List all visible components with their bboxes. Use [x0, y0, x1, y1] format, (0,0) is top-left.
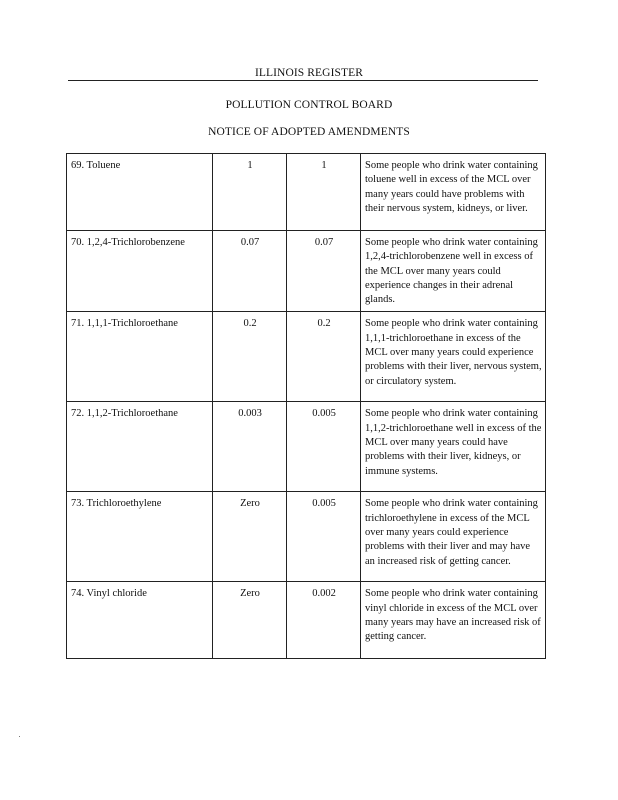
mclg-cell: Zero: [213, 492, 287, 582]
scan-speck: [19, 736, 20, 737]
contaminant-cell: 74. Vinyl chloride: [67, 582, 213, 659]
table-row: [67, 231, 546, 312]
table-row: [67, 154, 546, 231]
mclg-cell: Zero: [213, 582, 287, 659]
mclg-cell: 0.07: [213, 231, 287, 312]
table-row: [67, 312, 546, 402]
mcl-cell: 0.07: [287, 231, 361, 312]
contaminant-cell: 70. 1,2,4-Trichlorobenzene: [67, 231, 213, 312]
mcl-cell: 0.005: [287, 492, 361, 582]
register-title: ILLINOIS REGISTER: [254, 67, 364, 79]
health-effects-cell: Some people who drink water containing 1,2,4-trichlorobenzene well in excess of the MCL over many years could experience changes in their adrenal glands.: [361, 231, 546, 312]
contaminant-cell: 71. 1,1,1-Trichloroethane: [67, 312, 213, 402]
board-title: POLLUTION CONTROL BOARD: [225, 99, 393, 111]
table-row: [67, 492, 546, 582]
mclg-cell: 0.003: [213, 402, 287, 492]
mcl-cell: 0.002: [287, 582, 361, 659]
header-rule: [68, 80, 538, 81]
contaminant-cell: 69. Toluene: [67, 154, 213, 231]
notice-title: NOTICE OF ADOPTED AMENDMENTS: [208, 126, 410, 138]
contaminant-cell: 72. 1,1,2-Trichloroethane: [67, 402, 213, 492]
contaminant-cell: 73. Trichloroethylene: [67, 492, 213, 582]
table-row: [67, 402, 546, 492]
mclg-cell: 0.2: [213, 312, 287, 402]
mcl-cell: 0.2: [287, 312, 361, 402]
health-effects-cell: Some people who drink water containing 1,1,1-trichloroethane in excess of the MCL over many years could experience problems with their liver, nervous system, or circulatory system.: [361, 312, 546, 402]
mcl-cell: 0.005: [287, 402, 361, 492]
health-effects-cell: Some people who drink water containing 1,1,2-trichloroethane well in excess of the MCL over many years could have problems with their liver, kidneys, or immune systems.: [361, 402, 546, 492]
table-row: [67, 582, 546, 659]
health-effects-cell: Some people who drink water containing trichloroethylene in excess of the MCL over many years could experience problems with their liver and may have an increased risk of getting cancer.: [361, 492, 546, 582]
mcl-cell: 1: [287, 154, 361, 231]
health-effects-cell: Some people who drink water containing vinyl chloride in excess of the MCL over many years may have an increased risk of getting cancer.: [361, 582, 546, 659]
contaminant-table: [66, 153, 546, 659]
mclg-cell: 1: [213, 154, 287, 231]
health-effects-cell: Some people who drink water containing toluene well in excess of the MCL over many years could have problems with their nervous system, kidneys, or liver.: [361, 154, 546, 231]
